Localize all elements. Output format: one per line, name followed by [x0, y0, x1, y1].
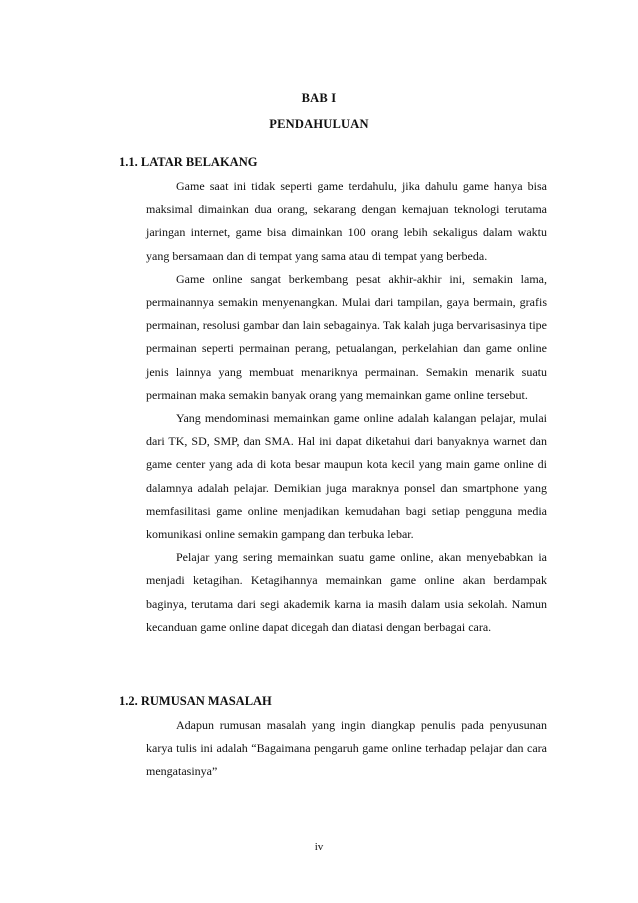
- chapter-label: BAB I: [301, 91, 337, 105]
- paragraph: Game saat ini tidak seperti game terdahulu, jika dahulu game hanya bisa maksimal dimainkan dua orang, sekarang dengan kemajuan teknologi terutama jaringan internet, game bisa dimainkan 100 orang lebih sekaligus dalam waktu yang bersamaan dan di tempat yang sama atau di tempat yang berbeda.: [146, 179, 547, 263]
- section-body-latar-belakang: [146, 175, 547, 639]
- page-number: iv: [314, 841, 324, 853]
- paragraph: Adapun rumusan masalah yang ingin diangkap penulis pada penyusunan karya tulis ini adalah “Bagaimana pengaruh game online terhadap pelajar dan cara mengatasinya”: [146, 718, 547, 779]
- paragraph: Game online sangat berkembang pesat akhir-akhir ini, semakin lama, permainannya semakin menyenangkan. Mulai dari tampilan, gaya bermain, grafis permainan, resolusi gambar dan lain sebagainya. Tak kalah juga bervarisasinya tipe permainan seperti permainan perang, petualangan, perkelahian dan game online jenis lainnya yang membuat menariknya permainan. Semakin menarik suatu permainan maka semakin banyak orang yang memainkan game online tersebut.: [146, 271, 547, 402]
- section-body-rumusan-masalah: [146, 714, 547, 784]
- paragraph: Yang mendominasi memainkan game online adalah kalangan pelajar, mulai dari TK, SD, SMP, dan SMA. Hal ini dapat diketahui dari banyaknya warnet dan game center yang ada di kota besar maupun kota kecil yang main game online di dalamnya adalah pelajar. Demikian juga maraknya ponsel dan smartphone yang memfasilitasi game online menjadikan kemudahan bagi setiap pengguna media komunikasi online semakin gampang dan terbuka lebar.: [146, 411, 547, 542]
- paragraph: Pelajar yang sering memainkan suatu game online, akan menyebabkan ia menjadi ketagihan. Ketagihannya memainkan game online akan berdampak baginya, terutama dari segi akademik karna ia masih dalam usia sekolah. Namun kecanduan game online dapat dicegah dan diatasi dengan berbagai cara.: [146, 550, 547, 634]
- section-heading-latar-belakang: 1.1. LATAR BELAKANG: [119, 155, 258, 169]
- section-heading-rumusan-masalah: 1.2. RUMUSAN MASALAH: [119, 694, 272, 708]
- chapter-title: PENDAHULUAN: [269, 117, 369, 131]
